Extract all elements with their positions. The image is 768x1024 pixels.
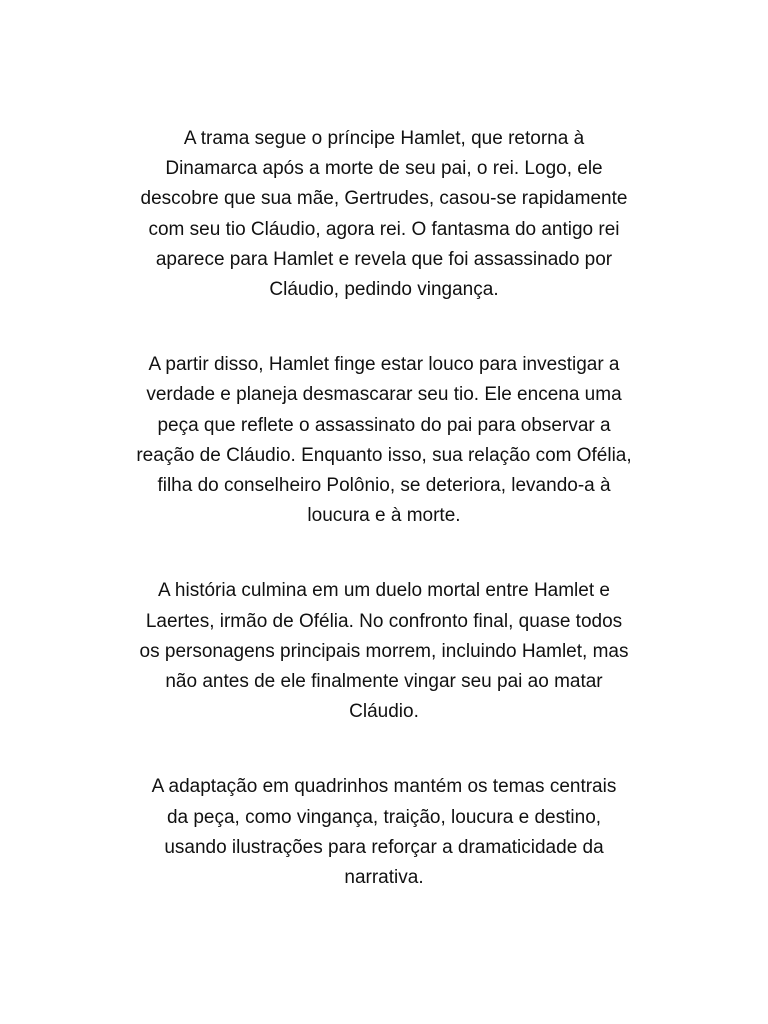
paragraph-madness: A partir disso, Hamlet finge estar louco para investigar a verdade e planeja desmascarar seu tio. Ele encena uma peça que reflete o assassinato do pai para observar a reação de Cláudio. Enquanto isso, sua relação com Ofélia, filha do conselheiro Polônio, se deteriora, levando-a à loucura e à morte. [136, 354, 632, 527]
paragraph-adaptation: A adaptação em quadrinhos mantém os temas centrais da peça, como vingança, traição, loucura e destino, usando ilustrações para reforçar a dramaticidade da narrativa. [151, 776, 617, 889]
document-body [104, 124, 664, 893]
paragraph-plot-intro: A trama segue o príncipe Hamlet, que retorna à Dinamarca após a morte de seu pai, o rei. Logo, ele descobre que sua mãe, Gertrudes, casou-se rapidamente com seu tio Cláudio, agora rei. O fantasma do antigo rei aparece para Hamlet e revela que foi assassinado por Cláudio, pedindo vingança. [140, 128, 628, 301]
paragraph-climax: A história culmina em um duelo mortal entre Hamlet e Laertes, irmão de Ofélia. No confronto final, quase todos os personagens principais morrem, incluindo Hamlet, mas não antes de ele finalmente vingar seu pai ao matar Cláudio. [139, 580, 629, 723]
